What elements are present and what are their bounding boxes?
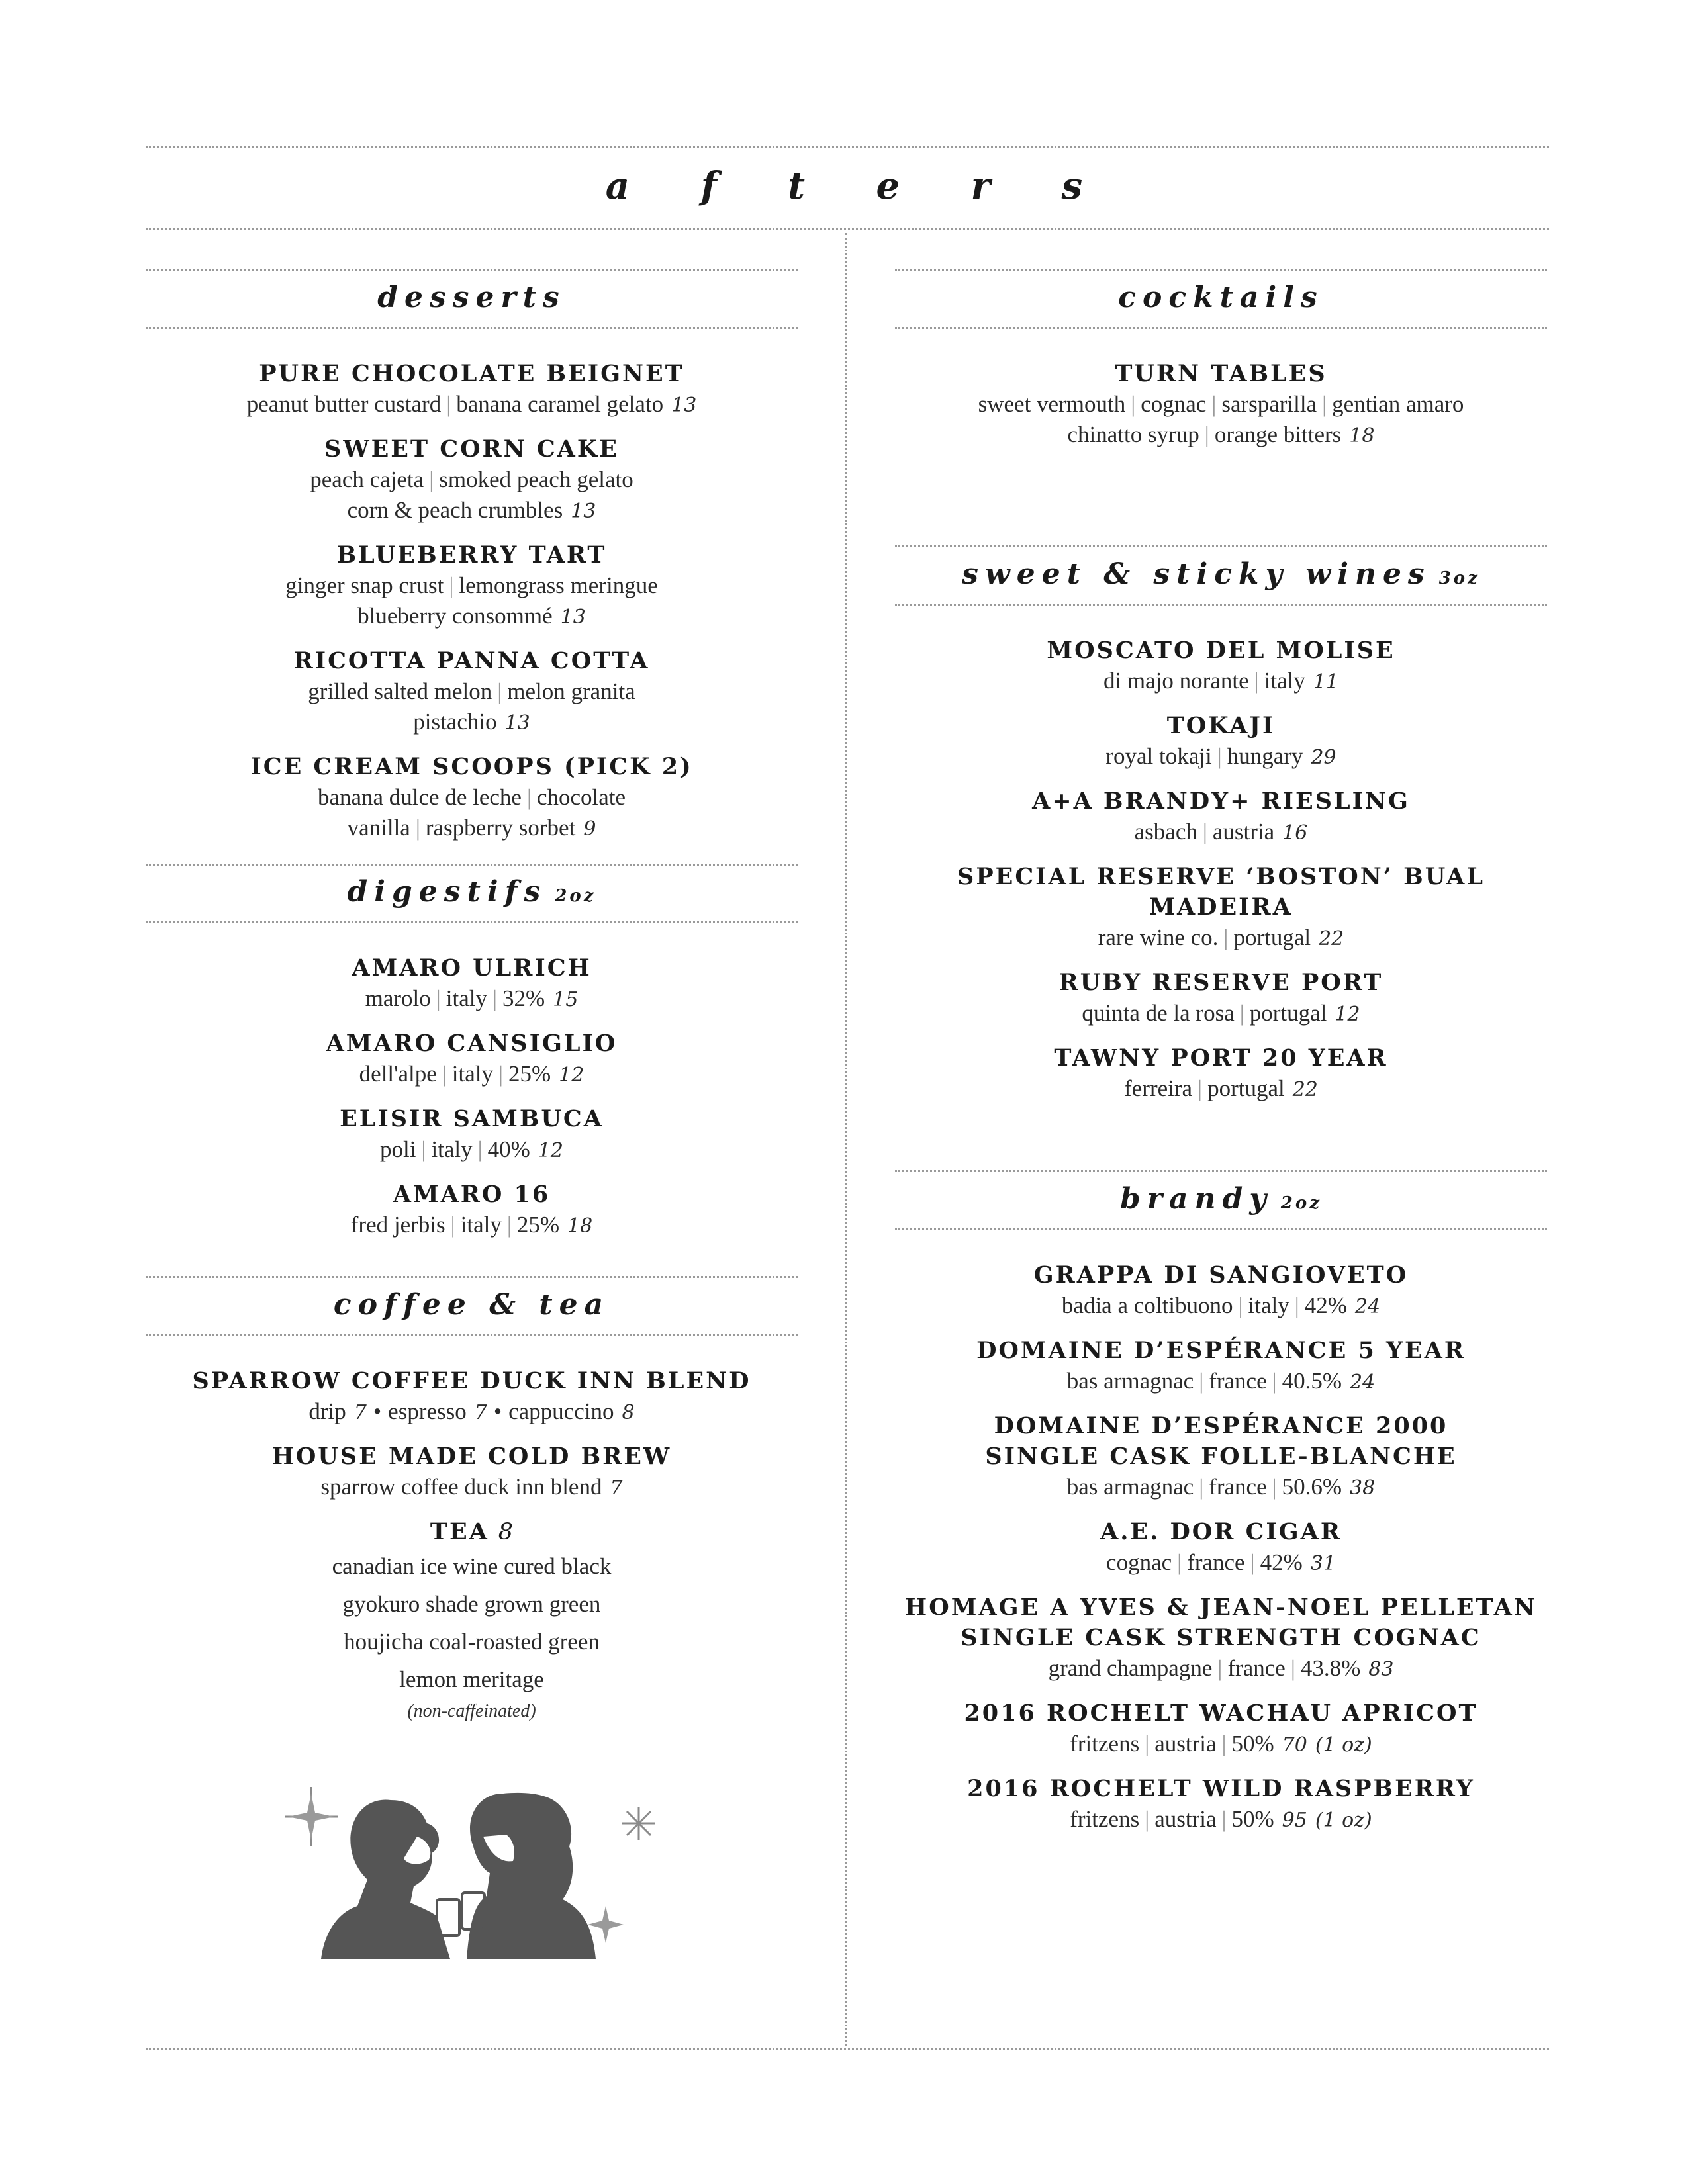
item-name xyxy=(895,1411,1547,1472)
item-name xyxy=(146,434,798,465)
item-description xyxy=(146,601,798,633)
item-name-line: SPECIAL RESERVE ‘BOSTON’ BUAL MADEIRA xyxy=(957,863,1485,921)
description-part: grilled salted melon xyxy=(308,678,492,704)
separator: | xyxy=(498,1061,503,1087)
item-price: 29 xyxy=(1311,746,1336,769)
item-description xyxy=(895,389,1547,420)
tea-note: (non-caffeinated) xyxy=(407,1701,536,1721)
item-name-line: PURE CHOCOLATE BEIGNET xyxy=(259,360,684,387)
right-column xyxy=(895,0,1547,2184)
item-name-line: MOSCATO DEL MOLISE xyxy=(1047,637,1395,664)
menu-item xyxy=(146,1366,798,1428)
item-name xyxy=(146,1028,798,1059)
item-description xyxy=(146,570,798,601)
description-part: corn & peach crumbles xyxy=(347,497,563,523)
item-description xyxy=(895,1547,1547,1579)
item-description xyxy=(895,420,1547,451)
item-description xyxy=(895,1366,1547,1398)
separator: | xyxy=(1217,743,1222,769)
sweet-rule-top xyxy=(895,545,1547,547)
item-name xyxy=(895,1698,1547,1729)
snowflake-icon xyxy=(622,1807,655,1840)
item-name-line: TOKAJI xyxy=(1166,712,1276,739)
description-part: blueberry consommé xyxy=(357,603,553,629)
item-name xyxy=(895,1774,1547,1804)
sweet-wines-list xyxy=(895,635,1547,1118)
separator: | xyxy=(421,1136,426,1162)
item-name xyxy=(146,953,798,983)
item-name-line: A+A BRANDY+ RIESLING xyxy=(1032,788,1410,815)
separator: | xyxy=(1199,1368,1204,1394)
description-part: hungary xyxy=(1227,743,1303,769)
item-price: 12 xyxy=(1335,1003,1360,1026)
item-name-line: 2016 ROCHELT WACHAU APRICOT xyxy=(964,1700,1478,1727)
cocktails-rule-top xyxy=(895,269,1547,271)
menu-item xyxy=(895,968,1547,1030)
separator: | xyxy=(446,391,451,417)
description-part: chinatto syrup xyxy=(1067,422,1199,447)
separator: | xyxy=(449,572,454,598)
item-price: 22 xyxy=(1319,927,1344,950)
description-part: 43.8% xyxy=(1300,1655,1361,1681)
item-price: 83 xyxy=(1368,1658,1394,1681)
item-name-line: BLUEBERRY TART xyxy=(336,541,607,569)
item-description xyxy=(895,1472,1547,1504)
digestifs-pour-size: 2oz xyxy=(555,886,596,906)
description-part: 42% xyxy=(1260,1549,1303,1575)
digestifs-rule-bottom xyxy=(146,921,798,923)
digestifs-heading: digestifs 2oz xyxy=(347,875,596,909)
separator: | xyxy=(1202,819,1207,844)
description-part: chocolate xyxy=(536,784,626,810)
description-part: austria xyxy=(1212,819,1275,844)
brandy-heading: brandy 2oz xyxy=(1120,1182,1322,1216)
item-name-line: HOMAGE A YVES & JEAN-NOEL PELLETAN xyxy=(905,1594,1537,1621)
pour-note: (1 oz) xyxy=(1315,1733,1372,1756)
item-price: 18 xyxy=(1349,424,1375,447)
separator: | xyxy=(1217,1655,1223,1681)
description-part: banana dulce de leche xyxy=(317,784,522,810)
item-price: 13 xyxy=(571,500,596,523)
separator: | xyxy=(1145,1731,1150,1756)
description-part: ferreira xyxy=(1124,1075,1193,1101)
menu-item xyxy=(895,786,1547,848)
description-part: banana caramel gelato xyxy=(456,391,664,417)
description-part: ginger snap crust xyxy=(285,572,444,598)
item-price: 15 xyxy=(553,988,579,1011)
description-part: bas armagnac xyxy=(1066,1368,1194,1394)
item-name xyxy=(895,862,1547,923)
separator: | xyxy=(1177,1549,1182,1575)
item-name-line: ELISIR SAMBUCA xyxy=(340,1105,604,1132)
description-part: lemongrass meringue xyxy=(459,572,658,598)
menu-item xyxy=(146,1179,798,1242)
description-part: badia a coltibuono xyxy=(1061,1293,1233,1318)
item-name-line: A.E. DOR CIGAR xyxy=(1100,1518,1342,1545)
description-part: di majo norante xyxy=(1103,668,1249,694)
item-price: 24 xyxy=(1354,1295,1381,1318)
sparkle-small-icon xyxy=(588,1906,624,1943)
description-part: 32% xyxy=(502,985,545,1011)
item-description xyxy=(895,817,1547,848)
item-name-line: AMARO ULRICH xyxy=(352,954,592,981)
item-name xyxy=(146,540,798,570)
description-part: portugal xyxy=(1249,1000,1327,1026)
description-part: peanut butter custard xyxy=(246,391,442,417)
desserts-list xyxy=(146,359,798,858)
item-name xyxy=(895,786,1547,817)
description-part: italy xyxy=(1264,668,1305,694)
description-part: gentian amaro xyxy=(1332,391,1464,417)
tea-item: houjicha coal-roasted green xyxy=(344,1629,600,1655)
item-name xyxy=(146,1104,798,1134)
item-name xyxy=(895,1336,1547,1366)
item-name xyxy=(895,359,1547,389)
description-part: italy xyxy=(445,985,487,1011)
description-part: portugal xyxy=(1233,925,1311,950)
item-description xyxy=(146,465,798,495)
sweet-rule-bottom xyxy=(895,604,1547,606)
separator: | xyxy=(1238,1293,1243,1318)
item-price: 9 xyxy=(583,817,596,841)
item-name-line: TURN TABLES xyxy=(1115,360,1327,387)
digestifs-list xyxy=(146,953,798,1255)
description-part: fritzens xyxy=(1070,1806,1140,1832)
item-description xyxy=(146,983,798,1015)
separator: | xyxy=(450,1212,455,1238)
item-name-line: AMARO 16 xyxy=(393,1181,551,1208)
column-divider xyxy=(845,233,847,2046)
description-part: peach cajeta xyxy=(310,467,424,492)
brandy-list xyxy=(895,1260,1547,1849)
item-name-line: GRAPPA DI SANGIOVETO xyxy=(1033,1261,1409,1289)
item-price: 8 xyxy=(498,1519,514,1545)
item-price: 13 xyxy=(560,606,586,629)
bullet: • xyxy=(373,1398,382,1424)
description-part: 42% xyxy=(1304,1293,1347,1318)
menu-item xyxy=(146,1441,798,1504)
item-name xyxy=(895,1260,1547,1291)
item-name xyxy=(895,711,1547,741)
item-name-line: RICOTTA PANNA COTTA xyxy=(293,647,650,674)
menu-item xyxy=(895,1411,1547,1504)
description-part: 25% xyxy=(516,1212,560,1238)
separator: | xyxy=(1272,1368,1277,1394)
brandy-pour-size: 2oz xyxy=(1280,1193,1322,1213)
item-description: sparrow coffee duck inn blend 7 xyxy=(320,1474,623,1500)
item-price: 24 xyxy=(1350,1371,1376,1394)
item-name xyxy=(895,1592,1547,1653)
description-part: austria xyxy=(1154,1731,1217,1756)
menu-item xyxy=(895,1592,1547,1685)
description-part: sweet vermouth xyxy=(978,391,1126,417)
menu-item xyxy=(146,1104,798,1166)
description-part: italy xyxy=(460,1212,502,1238)
menu-item xyxy=(895,711,1547,773)
item-description xyxy=(146,813,798,844)
item-price: 38 xyxy=(1350,1477,1376,1500)
description-part: 50.6% xyxy=(1282,1474,1342,1500)
item-name-line: DOMAINE D’ESPÉRANCE 2000 xyxy=(994,1412,1448,1439)
description-part: orange bitters xyxy=(1214,422,1342,447)
desserts-rule-bottom xyxy=(146,327,798,329)
description-part: 50% xyxy=(1231,1731,1274,1756)
description-part: poli xyxy=(379,1136,416,1162)
item-description xyxy=(895,1291,1547,1322)
item-price: 13 xyxy=(504,711,530,735)
description-part: smoked peach gelato xyxy=(439,467,633,492)
separator: | xyxy=(1322,391,1327,417)
separator: | xyxy=(429,467,434,492)
description-part: fritzens xyxy=(1070,1731,1140,1756)
coffee-options: drip 7 • espresso 7 • cappuccino 8 xyxy=(308,1398,635,1424)
coffee-heading: coffee & tea xyxy=(333,1288,610,1322)
item-name-line: AMARO CANSIGLIO xyxy=(326,1030,618,1057)
separator: | xyxy=(1221,1731,1227,1756)
description-part: quinta de la rosa xyxy=(1082,1000,1235,1026)
menu-item xyxy=(146,434,798,527)
man-figure xyxy=(321,1800,450,1959)
description-part: italy xyxy=(451,1061,493,1087)
separator: | xyxy=(436,985,441,1011)
item-name xyxy=(895,1517,1547,1547)
item-description xyxy=(146,1134,798,1166)
item-description xyxy=(146,782,798,813)
description-part: melon granita xyxy=(507,678,635,704)
menu-item xyxy=(895,635,1547,698)
item-name: HOUSE MADE COLD BREW xyxy=(271,1443,672,1470)
item-name xyxy=(146,1179,798,1210)
separator: | xyxy=(1290,1655,1295,1681)
cocktails-rule-bottom xyxy=(895,327,1547,329)
description-part: rare wine co. xyxy=(1098,925,1219,950)
item-price: 18 xyxy=(567,1214,593,1238)
menu-item xyxy=(146,646,798,739)
item-name-line: 2016 ROCHELT WILD RASPBERRY xyxy=(967,1775,1475,1802)
separator: | xyxy=(497,678,502,704)
page-title: a f t e r s xyxy=(605,164,1112,208)
brandy-rule-bottom xyxy=(895,1228,1547,1230)
description-part: asbach xyxy=(1134,819,1197,844)
item-price: 12 xyxy=(538,1139,564,1162)
menu-item xyxy=(146,359,798,421)
menu-item xyxy=(895,1698,1547,1760)
description-part: pistachio xyxy=(413,709,497,735)
separator: | xyxy=(1272,1474,1277,1500)
description-part: cognac xyxy=(1141,391,1207,417)
item-name-line: SWEET CORN CAKE xyxy=(324,435,619,463)
tea-item: lemon meritage xyxy=(399,1666,544,1692)
item-price: 31 xyxy=(1310,1552,1336,1575)
item-price: 16 xyxy=(1282,821,1308,844)
item-name xyxy=(895,635,1547,666)
item-name-line: SINGLE CASK STRENGTH COGNAC xyxy=(961,1624,1481,1651)
separator: | xyxy=(415,815,420,841)
description-part: france xyxy=(1209,1368,1267,1394)
coffee-rule-bottom xyxy=(146,1334,798,1336)
separator: | xyxy=(477,1136,483,1162)
coffee-list xyxy=(146,1366,798,1738)
item-description xyxy=(895,1073,1547,1105)
description-part: italy xyxy=(431,1136,473,1162)
item-description xyxy=(146,707,798,739)
description-part: dell'alpe xyxy=(359,1061,437,1087)
item-price: 70 xyxy=(1282,1733,1307,1756)
cocktails-heading: cocktails xyxy=(1118,281,1324,314)
separator: | xyxy=(1254,668,1259,694)
woman-figure xyxy=(467,1793,596,1959)
item-description xyxy=(146,676,798,707)
separator: | xyxy=(1239,1000,1244,1026)
item-description xyxy=(895,741,1547,773)
separator: | xyxy=(1294,1293,1299,1318)
menu-item xyxy=(895,1260,1547,1322)
description-part: france xyxy=(1187,1549,1245,1575)
sweet-pour-size: 3oz xyxy=(1438,569,1480,588)
menu-item xyxy=(895,359,1547,451)
pour-note: (1 oz) xyxy=(1315,1809,1372,1832)
item-price: 22 xyxy=(1292,1078,1318,1101)
description-part: fred jerbis xyxy=(350,1212,445,1238)
item-name xyxy=(895,968,1547,998)
item-name: SPARROW COFFEE DUCK INN BLEND xyxy=(192,1367,751,1394)
menu-item xyxy=(895,1774,1547,1836)
separator: | xyxy=(526,784,532,810)
separator: | xyxy=(1250,1549,1255,1575)
brandy-rule-top xyxy=(895,1170,1547,1172)
item-name xyxy=(146,752,798,782)
bullet: • xyxy=(493,1398,502,1424)
menu-item xyxy=(895,1336,1547,1398)
separator: | xyxy=(442,1061,447,1087)
description-part: grand champagne xyxy=(1048,1655,1213,1681)
tea-item: canadian ice wine cured black xyxy=(332,1553,612,1579)
item-description xyxy=(146,495,798,527)
separator: | xyxy=(1199,1474,1204,1500)
description-part: 50% xyxy=(1231,1806,1274,1832)
menu-item xyxy=(895,862,1547,954)
item-description xyxy=(895,666,1547,698)
menu-item xyxy=(146,953,798,1015)
item-price: 95 xyxy=(1282,1809,1307,1832)
item-name-line: DOMAINE D’ESPÉRANCE 5 YEAR xyxy=(976,1337,1466,1364)
digestifs-rule-top xyxy=(146,864,798,866)
menu-item xyxy=(146,540,798,633)
desserts-heading: desserts xyxy=(377,281,566,314)
item-name-line: ICE CREAM SCOOPS (PICK 2) xyxy=(250,753,693,780)
description-part: marolo xyxy=(365,985,431,1011)
description-part: raspberry sorbet xyxy=(425,815,576,841)
description-part: 25% xyxy=(508,1061,551,1087)
cocktails-list xyxy=(895,359,1547,465)
sweet-heading: sweet & sticky wines 3oz xyxy=(962,557,1480,591)
desserts-rule-top xyxy=(146,269,798,271)
item-price: 11 xyxy=(1313,670,1339,694)
description-part: austria xyxy=(1154,1806,1217,1832)
description-part: vanilla xyxy=(347,815,410,841)
separator: | xyxy=(1204,422,1209,447)
item-description xyxy=(146,1059,798,1091)
item-name xyxy=(895,1043,1547,1073)
coffee-rule-top xyxy=(146,1276,798,1278)
item-name xyxy=(146,646,798,676)
item-description xyxy=(895,998,1547,1030)
item-name xyxy=(146,359,798,389)
description-part: 40.5% xyxy=(1282,1368,1342,1394)
separator: | xyxy=(1145,1806,1150,1832)
menu-item xyxy=(146,1517,798,1725)
item-description xyxy=(895,923,1547,954)
description-part: royal tokaji xyxy=(1105,743,1212,769)
description-part: portugal xyxy=(1207,1075,1285,1101)
description-part: 40% xyxy=(487,1136,530,1162)
separator: | xyxy=(506,1212,512,1238)
menu-item xyxy=(895,1043,1547,1105)
separator: | xyxy=(1223,925,1229,950)
description-part: france xyxy=(1227,1655,1286,1681)
item-description xyxy=(895,1729,1547,1760)
sparkle-icon xyxy=(285,1787,338,1846)
item-price: 13 xyxy=(671,394,697,417)
separator: | xyxy=(1197,1075,1203,1101)
menu-item xyxy=(146,752,798,844)
item-name: TEA 8 xyxy=(430,1518,514,1545)
tea-item: gyokuro shade grown green xyxy=(342,1591,601,1617)
retro-couple-toasting-illustration xyxy=(285,1774,669,1959)
item-price: 12 xyxy=(559,1064,585,1087)
description-part: france xyxy=(1209,1474,1267,1500)
item-name-line: TAWNY PORT 20 YEAR xyxy=(1054,1044,1388,1071)
separator: | xyxy=(1211,391,1217,417)
description-part: sarsparilla xyxy=(1221,391,1317,417)
item-description xyxy=(895,1804,1547,1836)
item-name-line: RUBY RESERVE PORT xyxy=(1058,969,1383,996)
description-part: italy xyxy=(1248,1293,1289,1318)
item-name-line: SINGLE CASK FOLLE-BLANCHE xyxy=(985,1443,1457,1470)
menu-item xyxy=(146,1028,798,1091)
separator: | xyxy=(1131,391,1136,417)
menu-item xyxy=(895,1517,1547,1579)
item-description xyxy=(146,1210,798,1242)
item-description xyxy=(895,1653,1547,1685)
separator: | xyxy=(1221,1806,1227,1832)
description-part: bas armagnac xyxy=(1066,1474,1194,1500)
separator: | xyxy=(492,985,498,1011)
item-description xyxy=(146,389,798,421)
description-part: cognac xyxy=(1106,1549,1172,1575)
